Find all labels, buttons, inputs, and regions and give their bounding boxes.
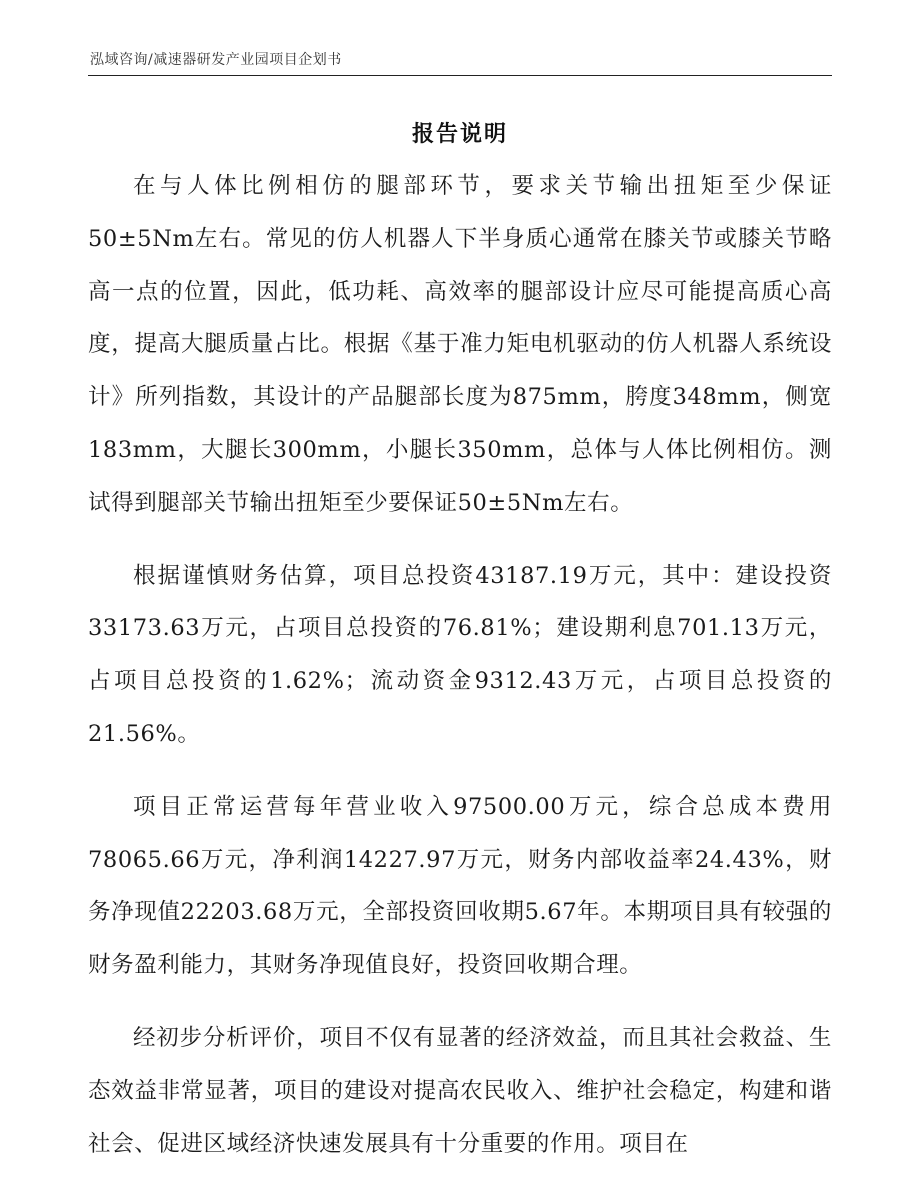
header-divider bbox=[88, 75, 832, 76]
document-body bbox=[88, 160, 832, 1170]
paragraph-evaluation: 经初步分析评价，项目不仅有显著的经济效益，而且其社会救益、生态效益非常显著，项目的建设对提高农民收入、维护社会稳定，构建和谐社会、促进区域经济快速发展具有十分重要的作用。项目在 bbox=[88, 1024, 832, 1157]
running-header: 泓域咨询/减速器研发产业园项目企划书 bbox=[90, 52, 342, 68]
paragraph-financials: 项目正常运营每年营业收入97500.00万元，综合总成本费用78065.66万元，净利润14227.97万元，财务内部收益率24.43%，财务净现值22203.68万元，全部投资回收期5.67年。本期项目具有较强的财务盈利能力，其财务净现值良好，投资回收期合理。 bbox=[88, 793, 832, 979]
paragraph-investment: 根据谨慎财务估算，项目总投资43187.19万元，其中：建设投资33173.63万元，占项目总投资的76.81%；建设期利息701.13万元，占项目总投资的1.62%；流动资金9312.43万元，占项目总投资的21.56%。 bbox=[88, 562, 832, 747]
paragraph-joint-torque: 在与人体比例相仿的腿部环节，要求关节输出扭矩至少保证50±5Nm左右。常见的仿人机器人下半身质心通常在膝关节或膝关节略高一点的位置，因此，低功耗、高效率的腿部设计应尽可能提高质心高度，提高大腿质量占比。根据《基于准力矩电机驱动的仿人机器人系统设计》所列指数，其设计的产品腿部长度为875mm，胯度348mm，侧宽183mm，大腿长300mm，小腿长350mm，总体与人体比例相仿。测试得到腿部关节输出扭矩至少要保证50±5Nm左右。 bbox=[88, 173, 832, 516]
page-title: 报告说明 bbox=[411, 121, 508, 147]
